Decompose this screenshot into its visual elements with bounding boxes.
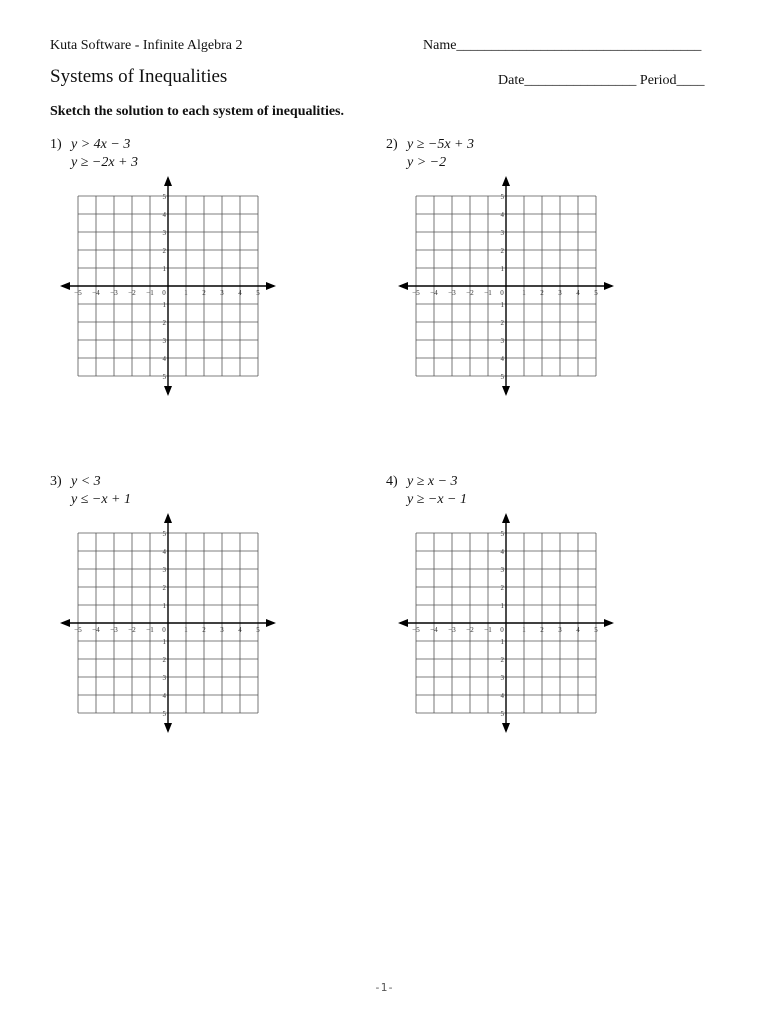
x-tick-label: 1 (522, 626, 526, 634)
x-tick-label: −3 (110, 626, 118, 634)
inequality-2: y > −2 (407, 155, 447, 170)
y-tick-label: 1 (162, 301, 166, 309)
x-tick-label: 5 (594, 626, 598, 634)
problem-number: 4) (386, 474, 398, 489)
x-tick-label: −3 (448, 289, 456, 297)
y-tick-label: 3 (162, 674, 166, 682)
y-tick-label: 4 (500, 548, 504, 556)
x-tick-label: 2 (202, 626, 206, 634)
x-tick-label: 3 (220, 626, 224, 634)
inequality-2: y ≥ −x − 1 (407, 492, 468, 507)
inequality-1: y ≥ x − 3 (407, 474, 458, 489)
x-tick-label: −2 (466, 626, 474, 634)
coordinate-grid-3[interactable] (55, 512, 280, 737)
x-tick-label: 4 (576, 289, 580, 297)
x-tick-label: 0 (500, 626, 504, 634)
y-tick-label: 5 (162, 373, 166, 381)
y-tick-label: 3 (500, 337, 504, 345)
y-tick-label: 3 (500, 229, 504, 237)
inequality-1: y < 3 (71, 474, 101, 489)
inequality-1: y ≥ −5x + 3 (407, 137, 475, 152)
y-tick-label: 1 (162, 602, 166, 610)
x-tick-label: 1 (184, 626, 188, 634)
y-tick-label: 2 (500, 319, 504, 327)
y-tick-label: 4 (500, 211, 504, 219)
x-tick-label: −5 (74, 289, 82, 297)
x-tick-label: −5 (74, 626, 82, 634)
x-tick-label: 3 (220, 289, 224, 297)
x-tick-label: −4 (430, 626, 438, 634)
x-tick-label: 0 (162, 289, 166, 297)
y-tick-label: 3 (500, 566, 504, 574)
inequality-1: y > 4x − 3 (71, 137, 131, 152)
y-tick-label: 1 (162, 265, 166, 273)
y-tick-label: 1 (162, 638, 166, 646)
y-tick-label: 5 (162, 193, 166, 201)
x-tick-label: −4 (430, 289, 438, 297)
x-tick-label: 2 (540, 289, 544, 297)
x-tick-label: −3 (448, 626, 456, 634)
coordinate-grid-4[interactable] (393, 512, 618, 737)
x-tick-label: 3 (558, 626, 562, 634)
instructions: Sketch the solution to each system of inequalities. (50, 104, 344, 119)
y-tick-label: 3 (162, 229, 166, 237)
axis-arrow (604, 282, 614, 290)
axis-arrow (398, 282, 408, 290)
x-tick-label: 2 (202, 289, 206, 297)
y-tick-label: 1 (500, 265, 504, 273)
name-field: Name___________________________________ (423, 38, 702, 53)
x-tick-label: 5 (594, 289, 598, 297)
x-tick-label: −2 (466, 289, 474, 297)
x-tick-label: 4 (238, 626, 242, 634)
publisher-name: Kuta Software - Infinite Algebra 2 (50, 38, 243, 53)
page-number: -1- (374, 981, 394, 994)
axis-arrow (164, 176, 172, 186)
axis-arrow (266, 282, 276, 290)
y-tick-label: 2 (162, 319, 166, 327)
inequality-2: y ≥ −2x + 3 (71, 155, 139, 170)
coordinate-grid-2[interactable] (393, 175, 618, 400)
x-tick-label: 5 (256, 626, 260, 634)
axis-arrow (502, 513, 510, 523)
axis-arrow (502, 176, 510, 186)
y-tick-label: 2 (500, 584, 504, 592)
axis-arrow (398, 619, 408, 627)
y-tick-label: 2 (500, 247, 504, 255)
axis-arrow (60, 282, 70, 290)
y-tick-label: 4 (162, 211, 166, 219)
y-tick-label: 4 (162, 548, 166, 556)
x-tick-label: 3 (558, 289, 562, 297)
y-tick-label: 1 (500, 301, 504, 309)
axis-arrow (502, 723, 510, 733)
y-tick-label: 4 (162, 692, 166, 700)
y-tick-label: 5 (500, 373, 504, 381)
y-tick-label: 5 (500, 193, 504, 201)
date-period-field: Date________________ Period____ (498, 73, 705, 88)
y-tick-label: 4 (500, 355, 504, 363)
problem-number: 3) (50, 474, 62, 489)
x-tick-label: −2 (128, 626, 136, 634)
y-tick-label: 5 (500, 530, 504, 538)
x-tick-label: 1 (184, 289, 188, 297)
axis-arrow (604, 619, 614, 627)
y-tick-label: 4 (162, 355, 166, 363)
x-tick-label: 2 (540, 626, 544, 634)
x-tick-label: −1 (146, 626, 154, 634)
y-tick-label: 5 (162, 530, 166, 538)
page-title: Systems of Inequalities (50, 66, 228, 87)
x-tick-label: −1 (146, 289, 154, 297)
x-tick-label: −2 (128, 289, 136, 297)
axis-arrow (266, 619, 276, 627)
x-tick-label: 4 (238, 289, 242, 297)
x-tick-label: −4 (92, 626, 100, 634)
x-tick-label: −1 (484, 289, 492, 297)
axis-arrow (502, 386, 510, 396)
y-tick-label: 5 (500, 710, 504, 718)
inequality-2: y ≤ −x + 1 (71, 492, 132, 507)
y-tick-label: 2 (162, 247, 166, 255)
x-tick-label: −3 (110, 289, 118, 297)
axis-arrow (164, 513, 172, 523)
axis-arrow (60, 619, 70, 627)
x-tick-label: 0 (500, 289, 504, 297)
y-tick-label: 4 (500, 692, 504, 700)
y-tick-label: 3 (162, 337, 166, 345)
x-tick-label: −1 (484, 626, 492, 634)
coordinate-grid-1[interactable] (55, 175, 280, 400)
problem-number: 1) (50, 137, 62, 152)
x-tick-label: 0 (162, 626, 166, 634)
x-tick-label: 5 (256, 289, 260, 297)
y-tick-label: 1 (500, 638, 504, 646)
x-tick-label: −5 (412, 626, 420, 634)
y-tick-label: 2 (500, 656, 504, 664)
x-tick-label: −5 (412, 289, 420, 297)
problem-number: 2) (386, 137, 398, 152)
y-tick-label: 2 (162, 656, 166, 664)
y-tick-label: 3 (500, 674, 504, 682)
y-tick-label: 2 (162, 584, 166, 592)
y-tick-label: 5 (162, 710, 166, 718)
x-tick-label: 1 (522, 289, 526, 297)
axis-arrow (164, 723, 172, 733)
y-tick-label: 3 (162, 566, 166, 574)
y-tick-label: 1 (500, 602, 504, 610)
axis-arrow (164, 386, 172, 396)
x-tick-label: −4 (92, 289, 100, 297)
x-tick-label: 4 (576, 626, 580, 634)
